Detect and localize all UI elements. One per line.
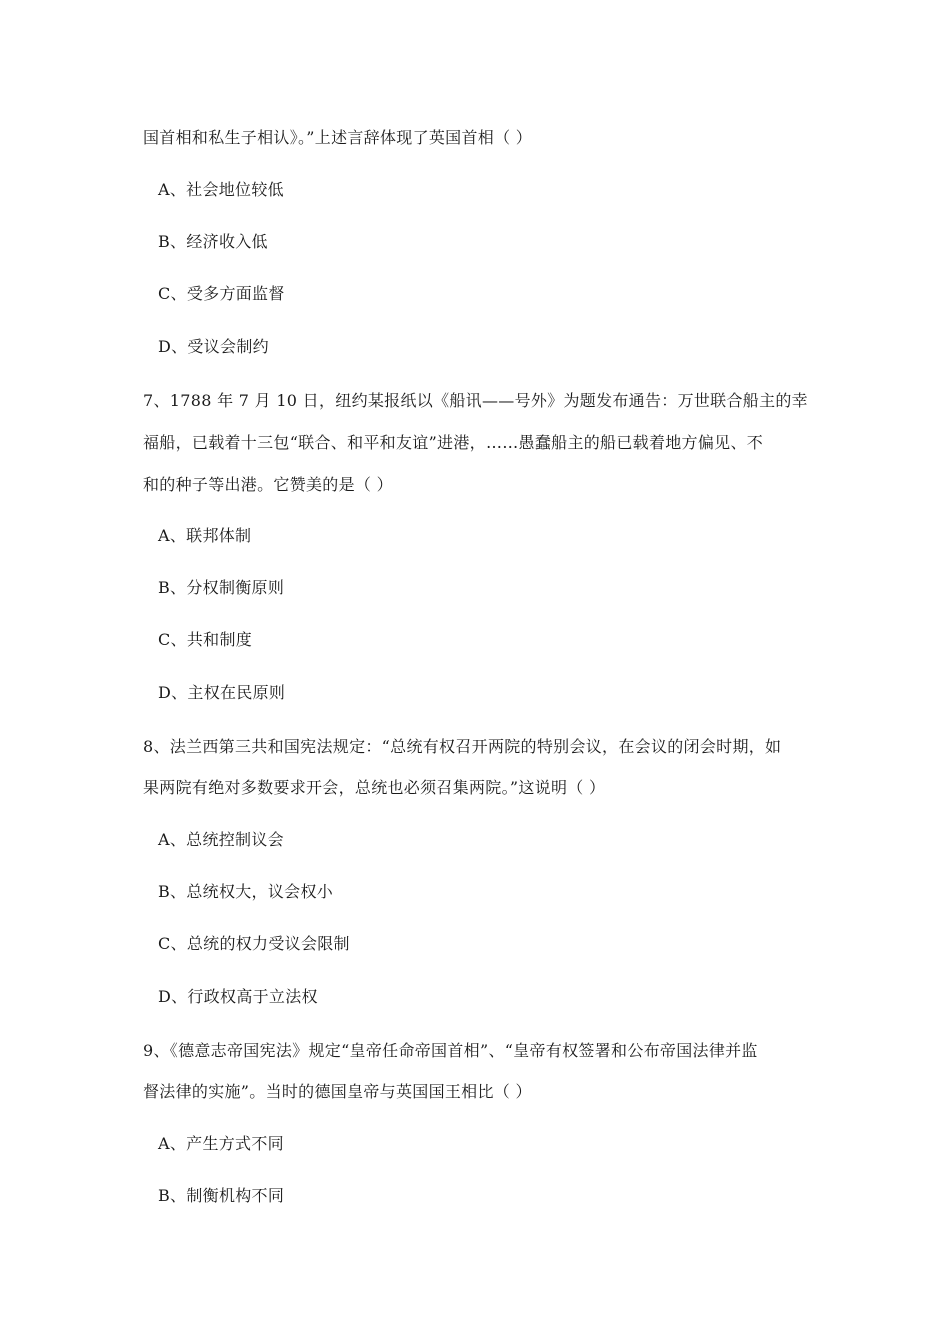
question-7-line-1: 7、1788 年 7 月 10 日，纽约某报纸以《船讯——号外》为题发布通告：万世联合船主的幸: [143, 391, 808, 410]
q8-option-d: D、行政权高于立法权: [158, 987, 318, 1006]
question-8-line-1: 8、法兰西第三共和国宪法规定：“总统有权召开两院的特别会议，在会议的闭会时期，如: [143, 737, 782, 756]
question-8-line-2: 果两院有绝对多数要求开会，总统也必须召集两院。”这说明（ ）: [143, 778, 606, 797]
q6-option-b: B、经济收入低: [158, 232, 268, 251]
q9-option-a: A、产生方式不同: [158, 1134, 284, 1153]
q6-option-a: A、社会地位较低: [158, 180, 284, 199]
question-9-line-2: 督法律的实施”。当时的德国皇帝与英国国王相比（ ）: [143, 1082, 532, 1101]
question-6-text: 国首相和私生子相认》。”上述言辞体现了英国首相（ ）: [143, 128, 533, 147]
q8-option-b: B、总统权大，议会权小: [158, 882, 334, 901]
q8-option-c: C、总统的权力受议会限制: [158, 934, 350, 953]
q8-option-a: A、总统控制议会: [158, 830, 284, 849]
q7-option-c: C、共和制度: [158, 630, 253, 649]
question-7-line-3: 和的种子等出港。它赞美的是（ ）: [143, 475, 393, 494]
q7-option-d: D、主权在民原则: [158, 683, 286, 702]
q6-option-d: D、受议会制约: [158, 337, 269, 356]
q7-option-a: A、联邦体制: [158, 526, 252, 545]
question-7-line-2: 福船，已载着十三包“联合、和平和友谊”进港，……愚蠢船主的船已载着地方偏见、不: [143, 433, 764, 452]
q9-option-b: B、制衡机构不同: [158, 1186, 285, 1205]
q7-option-b: B、分权制衡原则: [158, 578, 285, 597]
q6-option-c: C、受多方面监督: [158, 284, 285, 303]
question-9-line-1: 9、《德意志帝国宪法》规定“皇帝任命帝国首相”、“皇帝有权签署和公布帝国法律并监: [143, 1041, 758, 1060]
